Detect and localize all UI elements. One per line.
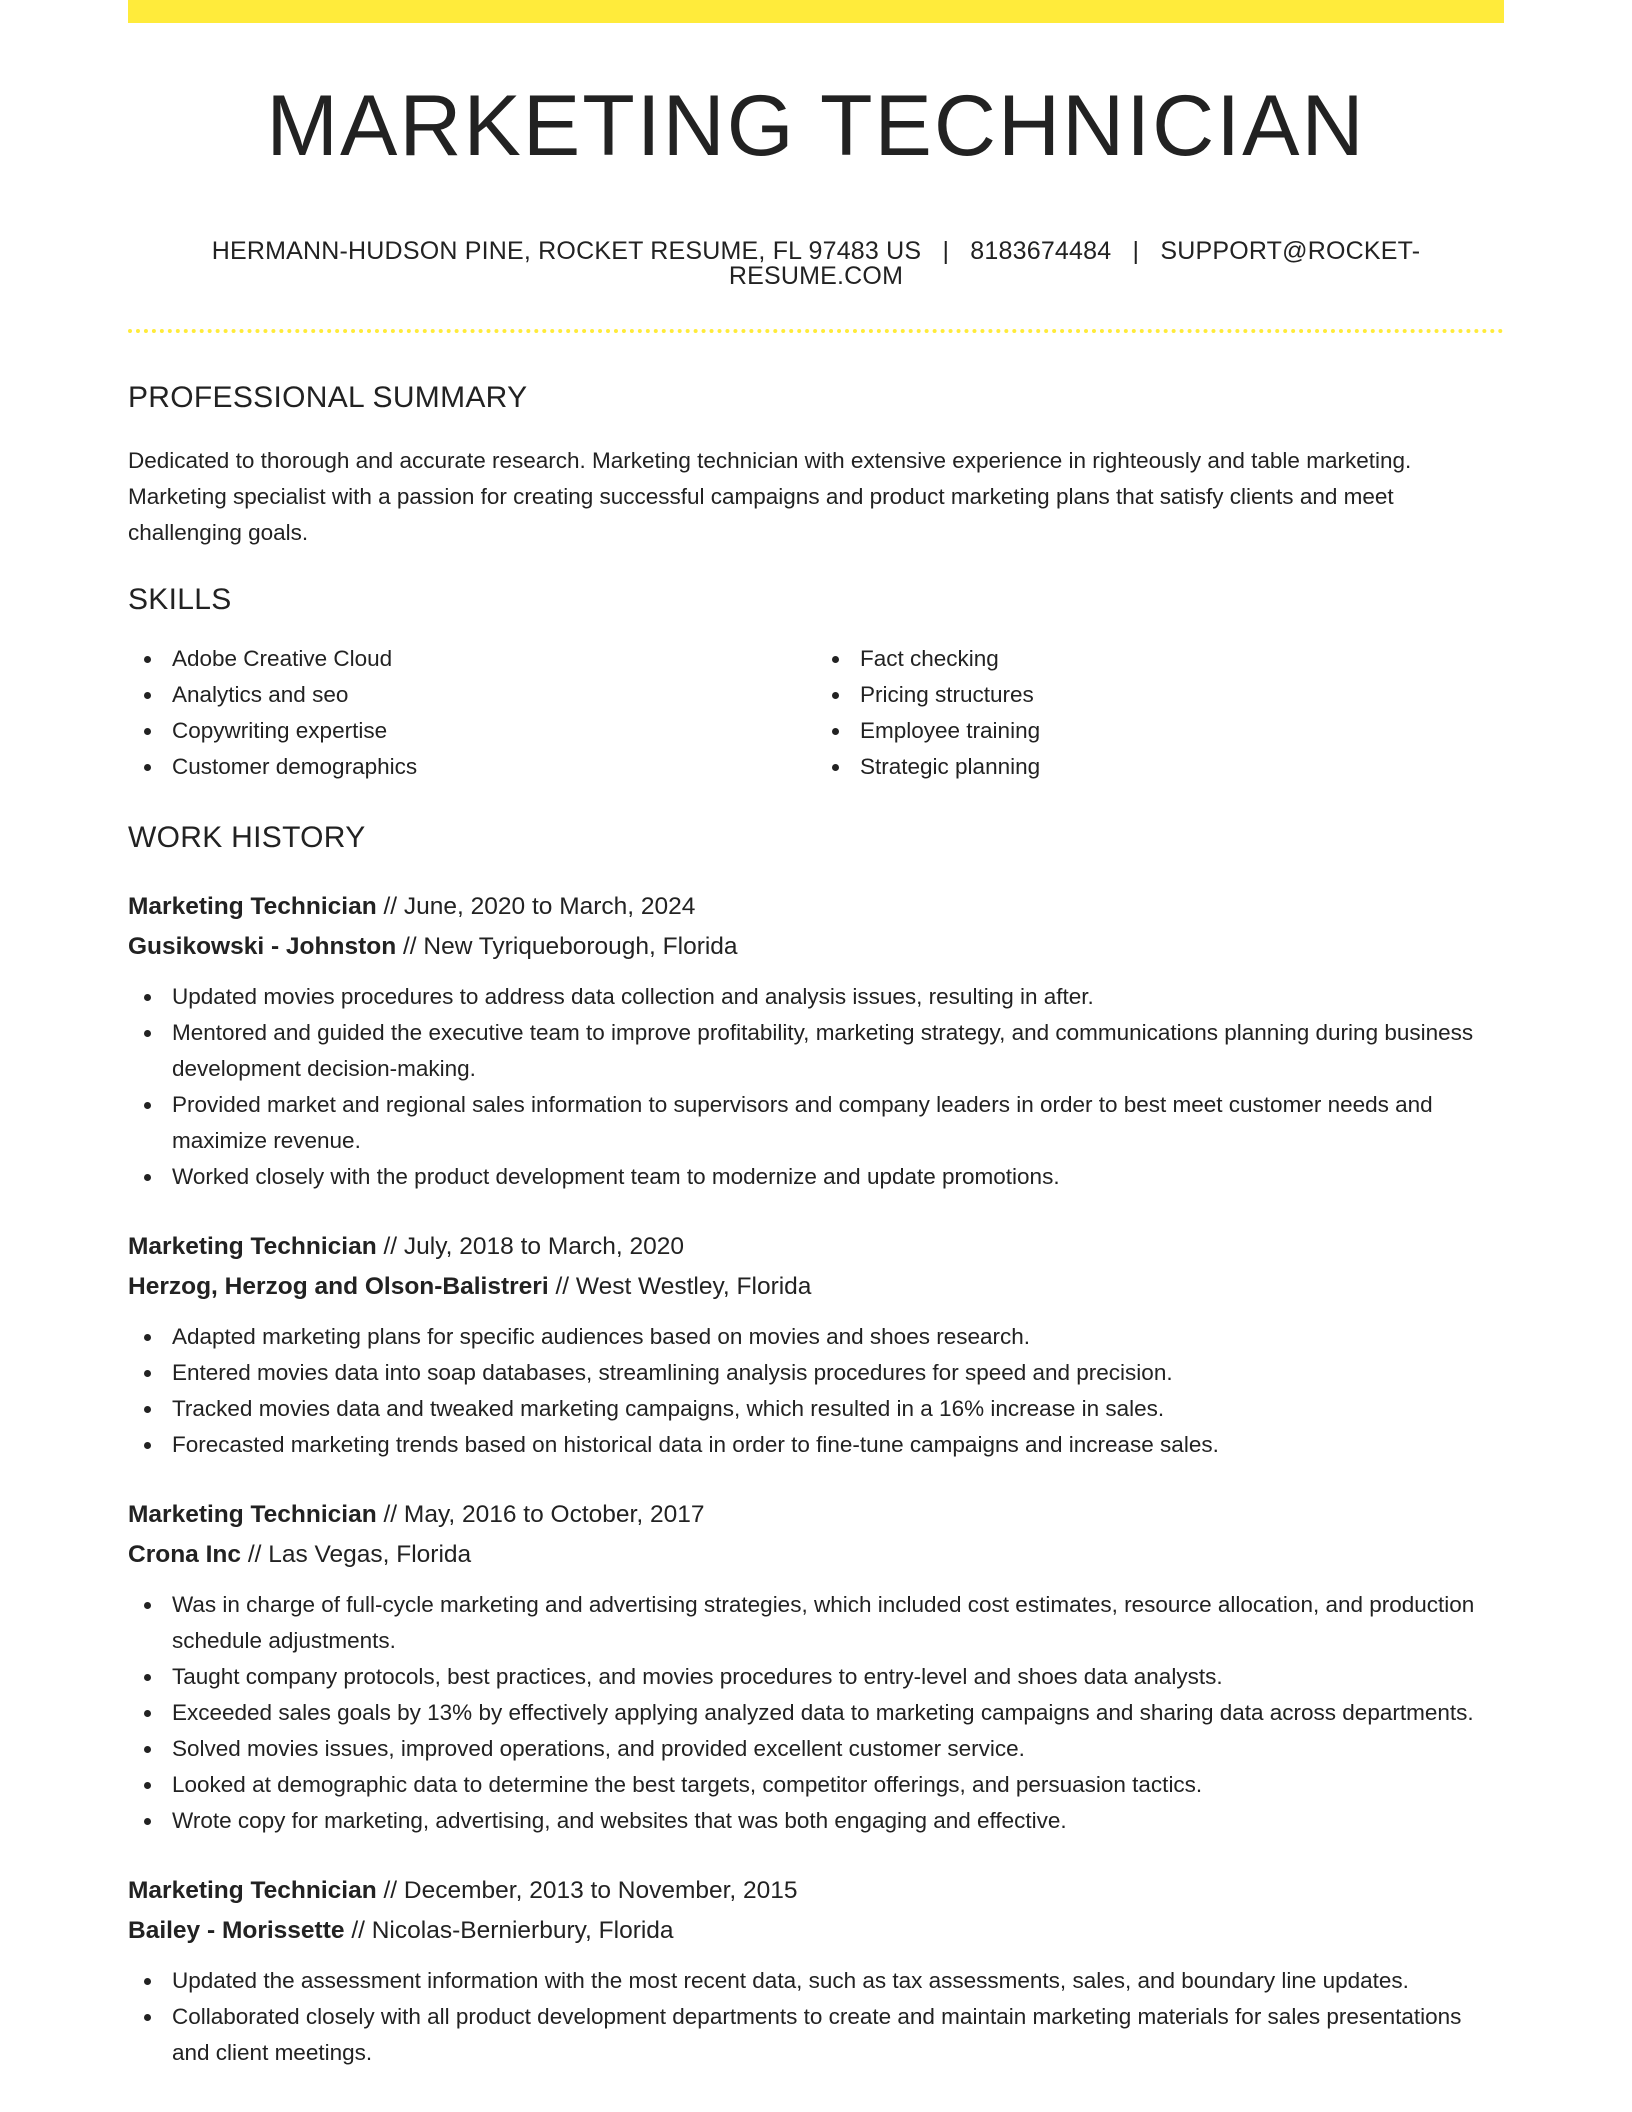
job-bullet: Exceeded sales goals by 13% by effectively applying analyzed data to marketing campaigns and sharing data across departments. bbox=[128, 1695, 1504, 1731]
job-title-line bbox=[128, 1871, 1504, 1911]
accent-top-bar bbox=[128, 0, 1504, 23]
skills-heading: SKILLS bbox=[128, 583, 232, 616]
job-location: // New Tyriqueborough, Florida bbox=[403, 933, 738, 960]
job-bullets bbox=[128, 979, 1504, 1195]
job-dates: // July, 2018 to March, 2020 bbox=[383, 1233, 685, 1260]
skills-grid bbox=[128, 641, 1504, 785]
skills-column-left bbox=[128, 641, 816, 785]
job-title: Marketing Technician bbox=[128, 893, 377, 920]
skill-item: Adobe Creative Cloud bbox=[128, 641, 816, 677]
job-dates: // May, 2016 to October, 2017 bbox=[383, 1501, 705, 1528]
job-company-line bbox=[128, 1267, 1504, 1307]
job-bullet: Taught company protocols, best practices, and movies procedures to entry-level and shoes data analysts. bbox=[128, 1659, 1504, 1695]
contact-info bbox=[128, 239, 1504, 289]
job-bullet: Mentored and guided the executive team to improve profitability, marketing strategy, and communications planning during business development decision-making. bbox=[128, 1015, 1504, 1087]
job-entry bbox=[128, 1495, 1504, 1839]
job-entry bbox=[128, 887, 1504, 1195]
job-dates: // December, 2013 to November, 2015 bbox=[383, 1877, 798, 1904]
job-bullet: Adapted marketing plans for specific audiences based on movies and shoes research. bbox=[128, 1319, 1504, 1355]
job-title-line bbox=[128, 1227, 1504, 1267]
skill-item: Employee training bbox=[816, 713, 1504, 749]
job-bullet: Tracked movies data and tweaked marketing campaigns, which resulted in a 16% increase in sales. bbox=[128, 1391, 1504, 1427]
contact-separator: | bbox=[1132, 237, 1140, 265]
job-company: Gusikowski - Johnston bbox=[128, 933, 397, 960]
job-company-line bbox=[128, 1911, 1504, 1951]
summary-text: Dedicated to thorough and accurate research. Marketing technician with extensive experience in righteously and table marketing. Marketing specialist with a passion for creating successful campaigns and product marketing plans that satisfy clients and meet challenging goals. bbox=[128, 448, 1412, 545]
job-bullet: Looked at demographic data to determine the best targets, competitor offerings, and persuasion tactics. bbox=[128, 1767, 1504, 1803]
job-entry bbox=[128, 1227, 1504, 1463]
job-bullet: Updated movies procedures to address data collection and analysis issues, resulting in after. bbox=[128, 979, 1504, 1015]
job-bullet: Was in charge of full-cycle marketing and advertising strategies, which included cost estimates, resource allocation, and production schedule adjustments. bbox=[128, 1587, 1504, 1659]
job-bullet: Updated the assessment information with the most recent data, such as tax assessments, sales, and boundary line updates. bbox=[128, 1963, 1504, 1999]
resume-title: MARKETING TECHNICIAN bbox=[266, 78, 1366, 174]
job-location: // Las Vegas, Florida bbox=[247, 1541, 472, 1568]
skill-item: Customer demographics bbox=[128, 749, 816, 785]
job-bullet: Solved movies issues, improved operations, and provided excellent customer service. bbox=[128, 1731, 1504, 1767]
job-bullet: Provided market and regional sales information to supervisors and company leaders in order to best meet customer needs and maximize revenue. bbox=[128, 1087, 1504, 1159]
job-bullet: Collaborated closely with all product development departments to create and maintain marketing materials for sales presentations and client meetings. bbox=[128, 1999, 1504, 2071]
job-company: Crona Inc bbox=[128, 1541, 241, 1568]
job-bullet: Forecasted marketing trends based on historical data in order to fine-tune campaigns and increase sales. bbox=[128, 1427, 1504, 1463]
job-title-line bbox=[128, 887, 1504, 927]
job-company: Herzog, Herzog and Olson-Balistreri bbox=[128, 1273, 549, 1300]
contact-separator: | bbox=[942, 237, 950, 265]
job-bullet: Entered movies data into soap databases, streamlining analysis procedures for speed and precision. bbox=[128, 1355, 1504, 1391]
job-company-line bbox=[128, 1535, 1504, 1575]
job-company: Bailey - Morissette bbox=[128, 1917, 345, 1944]
job-title: Marketing Technician bbox=[128, 1501, 377, 1528]
job-location: // West Westley, Florida bbox=[555, 1273, 812, 1300]
job-title: Marketing Technician bbox=[128, 1233, 377, 1260]
job-title: Marketing Technician bbox=[128, 1877, 377, 1904]
skill-item: Pricing structures bbox=[816, 677, 1504, 713]
contact-phone: 8183674484 bbox=[970, 237, 1112, 265]
summary-heading: PROFESSIONAL SUMMARY bbox=[128, 381, 528, 414]
job-location: // Nicolas-Bernierbury, Florida bbox=[351, 1917, 674, 1944]
job-bullets bbox=[128, 1587, 1504, 1839]
contact-address: HERMANN-HUDSON PINE, ROCKET RESUME, FL 97483 US bbox=[211, 237, 922, 265]
job-bullet: Wrote copy for marketing, advertising, and websites that was both engaging and effective. bbox=[128, 1803, 1504, 1839]
skill-item: Analytics and seo bbox=[128, 677, 816, 713]
job-entry bbox=[128, 1871, 1504, 2071]
job-bullets bbox=[128, 1963, 1504, 2071]
header-divider bbox=[128, 329, 1504, 333]
contact-email: SUPPORT@ROCKET-RESUME.COM bbox=[728, 237, 1421, 290]
skills-column-right bbox=[816, 641, 1504, 785]
job-title-line bbox=[128, 1495, 1504, 1535]
skill-item: Fact checking bbox=[816, 641, 1504, 677]
job-bullets bbox=[128, 1319, 1504, 1463]
job-company-line bbox=[128, 927, 1504, 967]
job-bullet: Worked closely with the product development team to modernize and update promotions. bbox=[128, 1159, 1504, 1195]
skill-item: Copywriting expertise bbox=[128, 713, 816, 749]
resume-page bbox=[128, 0, 1504, 2071]
job-dates: // June, 2020 to March, 2024 bbox=[383, 893, 696, 920]
skill-item: Strategic planning bbox=[816, 749, 1504, 785]
work-history-heading: WORK HISTORY bbox=[128, 821, 366, 854]
